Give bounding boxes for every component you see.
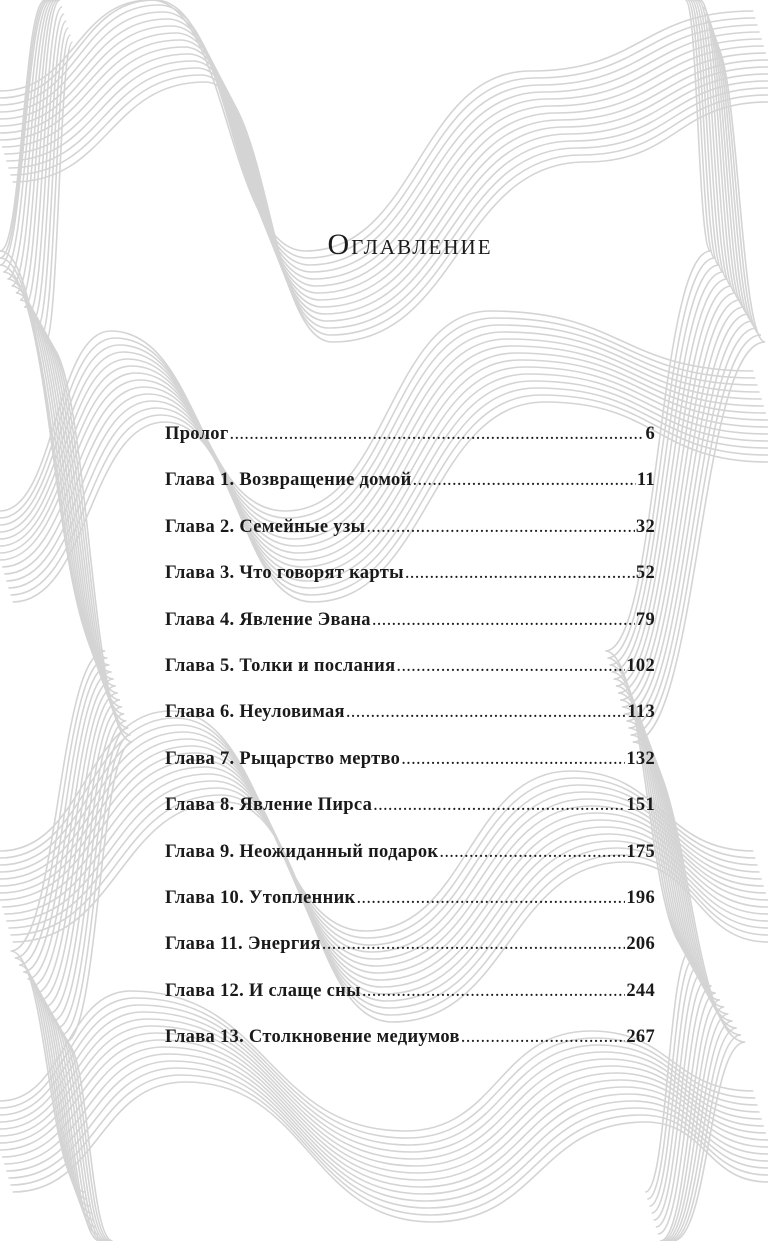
entry-title: Глава 4. Явление Эвана: [165, 609, 371, 630]
entry-title: Глава 6. Неуловимая: [165, 702, 345, 723]
toc-entry[interactable]: [165, 563, 655, 609]
dot-leader: [413, 470, 636, 491]
wave-line: [11, 75, 768, 335]
entry-page: 102: [626, 655, 655, 676]
page-title: Оглавление: [327, 228, 493, 261]
wave-line: [8, 1068, 768, 1208]
dot-leader: [346, 702, 626, 723]
entry-title: Пролог: [165, 424, 229, 444]
entry-page: 79: [635, 609, 655, 630]
toc-entry[interactable]: [165, 1027, 655, 1073]
entry-page: 196: [626, 887, 655, 908]
entry-page: 113: [627, 702, 655, 723]
dot-leader: [357, 888, 626, 909]
entry-page: 151: [626, 795, 655, 816]
toc-entry[interactable]: [165, 981, 655, 1027]
entry-page: 32: [635, 516, 655, 537]
dot-leader: [362, 981, 625, 1002]
toc-entry[interactable]: [165, 656, 655, 702]
wave-line: [4, 54, 768, 314]
toc-entry[interactable]: [165, 517, 655, 563]
toc-entry[interactable]: [165, 795, 655, 841]
dot-leader: [230, 424, 645, 445]
wave-line: [8, 68, 768, 328]
toc-entry[interactable]: [165, 842, 655, 888]
toc-entry[interactable]: [165, 424, 655, 470]
entry-title: Глава 3. Что говорят карты: [165, 563, 404, 584]
dot-leader: [439, 842, 625, 863]
dot-leader: [373, 795, 625, 816]
entry-title: Глава 13. Столкновение медиумов: [165, 1027, 460, 1048]
dot-leader: [401, 749, 625, 770]
entry-page: 11: [636, 470, 655, 491]
wave-line: [11, 1075, 768, 1215]
entry-title: Глава 11. Энергия: [165, 934, 321, 955]
entry-page: 244: [626, 980, 655, 1001]
entry-page: 132: [626, 748, 655, 769]
entry-title: Глава 9. Неожиданный подарок: [165, 841, 439, 862]
dot-leader: [405, 563, 635, 584]
toc-entry[interactable]: [165, 470, 655, 516]
entry-page: 6: [645, 424, 655, 444]
dot-leader: [322, 934, 626, 955]
dot-leader: [372, 610, 635, 631]
toc-entry[interactable]: [165, 702, 655, 748]
entry-page: 52: [635, 563, 655, 584]
dot-leader: [461, 1027, 626, 1048]
entry-title: Глава 10. Утопленник: [165, 887, 356, 908]
table-of-contents: [165, 424, 655, 1073]
entry-page: 267: [626, 1027, 655, 1048]
toc-entry[interactable]: [165, 934, 655, 980]
entry-title: Глава 1. Возвращение домой: [165, 470, 412, 491]
entry-title: Глава 2. Семейные узы: [165, 516, 366, 537]
toc-entry[interactable]: [165, 888, 655, 934]
entry-title: Глава 7. Рыцарство мертво: [165, 748, 401, 769]
entry-title: Глава 12. И слаще сны: [165, 980, 361, 1001]
toc-entry[interactable]: [165, 610, 655, 656]
wave-line: [4, 1054, 768, 1194]
toc-entry[interactable]: [165, 749, 655, 795]
entry-page: 175: [626, 841, 655, 862]
entry-page: 206: [626, 934, 655, 955]
wave-line: [28, 14, 124, 1241]
dot-leader: [366, 517, 635, 538]
entry-title: Глава 8. Явление Пирса: [165, 795, 373, 816]
dot-leader: [396, 656, 625, 677]
entry-title: Глава 5. Толки и послания: [165, 655, 396, 676]
